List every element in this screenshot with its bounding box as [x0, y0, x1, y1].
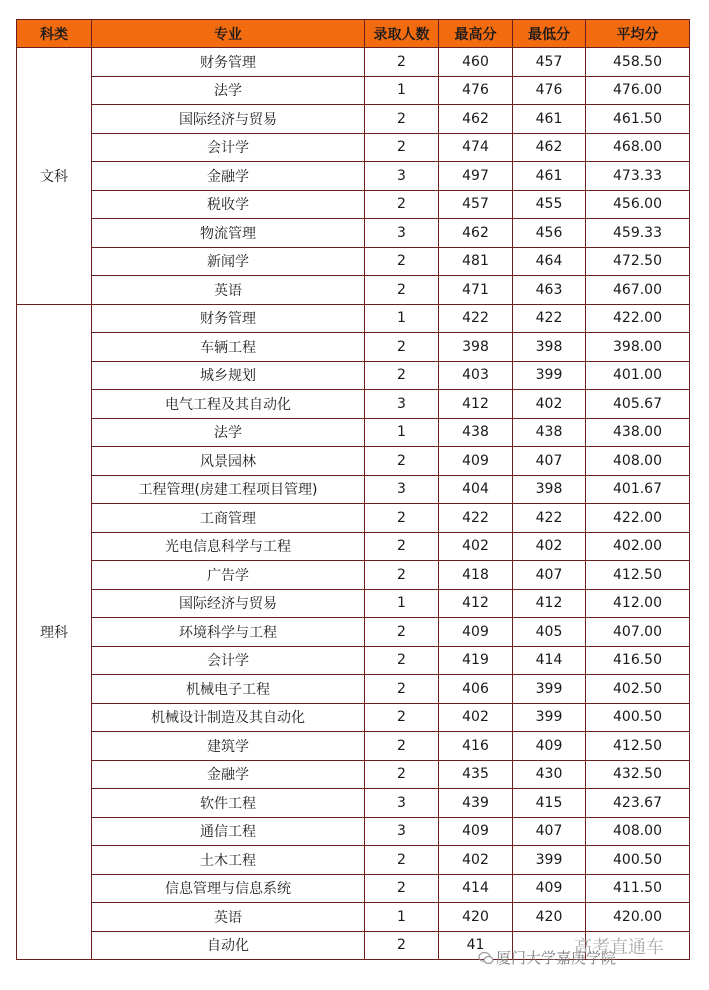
min-score-cell: 399 — [513, 703, 586, 732]
max-score-cell: 403 — [439, 361, 513, 390]
admitted-count-cell: 2 — [365, 532, 439, 561]
min-score-cell: 438 — [513, 418, 586, 447]
max-score-cell: 416 — [439, 732, 513, 761]
admitted-count-cell: 1 — [365, 304, 439, 333]
min-score-cell: 407 — [513, 447, 586, 476]
max-score-cell: 420 — [439, 903, 513, 932]
major-cell: 土木工程 — [92, 846, 365, 875]
min-score-cell: 398 — [513, 475, 586, 504]
max-score-cell: 497 — [439, 162, 513, 191]
max-score-cell: 474 — [439, 133, 513, 162]
table-row — [17, 276, 690, 305]
admitted-count-cell: 2 — [365, 675, 439, 704]
max-score-cell: 476 — [439, 76, 513, 105]
admitted-count-cell: 3 — [365, 817, 439, 846]
table-body — [17, 48, 690, 960]
max-score-cell: 398 — [439, 333, 513, 362]
avg-score-cell: 438.00 — [586, 418, 690, 447]
min-score-cell — [513, 931, 586, 960]
admitted-count-cell: 2 — [365, 931, 439, 960]
major-cell: 机械设计制造及其自动化 — [92, 703, 365, 732]
major-cell: 法学 — [92, 418, 365, 447]
header-category: 科类 — [17, 20, 92, 48]
max-score-cell: 409 — [439, 447, 513, 476]
max-score-cell: 418 — [439, 561, 513, 590]
max-score-cell: 406 — [439, 675, 513, 704]
avg-score-cell: 458.50 — [586, 48, 690, 77]
admitted-count-cell: 3 — [365, 475, 439, 504]
min-score-cell: 456 — [513, 219, 586, 248]
admitted-count-cell: 1 — [365, 903, 439, 932]
table-row — [17, 532, 690, 561]
table-row — [17, 361, 690, 390]
avg-score-cell: 468.00 — [586, 133, 690, 162]
avg-score-cell — [586, 931, 690, 960]
major-cell: 机械电子工程 — [92, 675, 365, 704]
admitted-count-cell: 2 — [365, 504, 439, 533]
header-max-score: 最高分 — [439, 20, 513, 48]
min-score-cell: 422 — [513, 504, 586, 533]
avg-score-cell: 412.50 — [586, 561, 690, 590]
major-cell: 法学 — [92, 76, 365, 105]
avg-score-cell: 398.00 — [586, 333, 690, 362]
min-score-cell: 461 — [513, 105, 586, 134]
major-cell: 通信工程 — [92, 817, 365, 846]
min-score-cell: 476 — [513, 76, 586, 105]
avg-score-cell: 402.00 — [586, 532, 690, 561]
major-cell: 财务管理 — [92, 304, 365, 333]
avg-score-cell: 456.00 — [586, 190, 690, 219]
table-row — [17, 162, 690, 191]
admitted-count-cell: 2 — [365, 874, 439, 903]
min-score-cell: 409 — [513, 732, 586, 761]
table-row — [17, 48, 690, 77]
admitted-count-cell: 2 — [365, 247, 439, 276]
min-score-cell: 415 — [513, 789, 586, 818]
max-score-cell: 404 — [439, 475, 513, 504]
header-admitted-count: 录取人数 — [365, 20, 439, 48]
min-score-cell: 412 — [513, 589, 586, 618]
admitted-count-cell: 3 — [365, 789, 439, 818]
admitted-count-cell: 3 — [365, 219, 439, 248]
major-cell: 英语 — [92, 903, 365, 932]
admitted-count-cell: 2 — [365, 846, 439, 875]
admitted-count-cell: 3 — [365, 162, 439, 191]
table-row — [17, 618, 690, 647]
table-row — [17, 817, 690, 846]
major-cell: 英语 — [92, 276, 365, 305]
avg-score-cell: 412.00 — [586, 589, 690, 618]
admitted-count-cell: 2 — [365, 133, 439, 162]
table-row — [17, 646, 690, 675]
table-row — [17, 589, 690, 618]
max-score-cell: 471 — [439, 276, 513, 305]
major-cell: 建筑学 — [92, 732, 365, 761]
admitted-count-cell: 2 — [365, 447, 439, 476]
min-score-cell: 407 — [513, 561, 586, 590]
admitted-count-cell: 2 — [365, 561, 439, 590]
major-cell: 光电信息科学与工程 — [92, 532, 365, 561]
max-score-cell: 438 — [439, 418, 513, 447]
watermark-school-name: 厦门大学嘉庚学院 — [496, 949, 617, 967]
header-min-score: 最低分 — [513, 20, 586, 48]
admitted-count-cell: 3 — [365, 390, 439, 419]
table-row — [17, 304, 690, 333]
admitted-count-cell: 2 — [365, 190, 439, 219]
table-row — [17, 675, 690, 704]
admitted-count-cell: 2 — [365, 760, 439, 789]
max-score-cell: 422 — [439, 304, 513, 333]
major-cell: 电气工程及其自动化 — [92, 390, 365, 419]
major-cell: 金融学 — [92, 162, 365, 191]
min-score-cell: 455 — [513, 190, 586, 219]
table-row — [17, 219, 690, 248]
min-score-cell: 399 — [513, 361, 586, 390]
max-score-cell: 409 — [439, 618, 513, 647]
header-avg-score: 平均分 — [586, 20, 690, 48]
max-score-cell: 409 — [439, 817, 513, 846]
avg-score-cell: 423.67 — [586, 789, 690, 818]
major-cell: 物流管理 — [92, 219, 365, 248]
avg-score-cell: 400.50 — [586, 703, 690, 732]
min-score-cell: 414 — [513, 646, 586, 675]
admitted-count-cell: 2 — [365, 646, 439, 675]
major-cell: 环境科学与工程 — [92, 618, 365, 647]
avg-score-cell: 408.00 — [586, 817, 690, 846]
max-score-cell: 412 — [439, 589, 513, 618]
min-score-cell: 407 — [513, 817, 586, 846]
min-score-cell: 430 — [513, 760, 586, 789]
major-cell: 会计学 — [92, 646, 365, 675]
max-score-cell: 402 — [439, 532, 513, 561]
avg-score-cell: 412.50 — [586, 732, 690, 761]
table-row — [17, 874, 690, 903]
table-row — [17, 789, 690, 818]
table-row — [17, 903, 690, 932]
min-score-cell: 457 — [513, 48, 586, 77]
admitted-count-cell: 2 — [365, 618, 439, 647]
major-cell: 国际经济与贸易 — [92, 589, 365, 618]
admitted-count-cell: 2 — [365, 361, 439, 390]
table-row — [17, 418, 690, 447]
avg-score-cell: 400.50 — [586, 846, 690, 875]
avg-score-cell: 402.50 — [586, 675, 690, 704]
table-row — [17, 732, 690, 761]
table-row — [17, 105, 690, 134]
header-major: 专业 — [92, 20, 365, 48]
admitted-count-cell: 2 — [365, 703, 439, 732]
avg-score-cell: 416.50 — [586, 646, 690, 675]
avg-score-cell: 472.50 — [586, 247, 690, 276]
major-cell: 国际经济与贸易 — [92, 105, 365, 134]
max-score-cell: 402 — [439, 846, 513, 875]
max-score-cell: 435 — [439, 760, 513, 789]
header-row — [17, 20, 690, 48]
major-cell: 税收学 — [92, 190, 365, 219]
avg-score-cell: 405.67 — [586, 390, 690, 419]
max-score-cell: 462 — [439, 219, 513, 248]
avg-score-cell: 461.50 — [586, 105, 690, 134]
max-score-cell: 422 — [439, 504, 513, 533]
major-cell: 城乡规划 — [92, 361, 365, 390]
table-row — [17, 390, 690, 419]
avg-score-cell: 422.00 — [586, 304, 690, 333]
max-score-cell: 481 — [439, 247, 513, 276]
admission-score-table — [16, 19, 690, 960]
admitted-count-cell: 2 — [365, 732, 439, 761]
table-row — [17, 475, 690, 504]
table-row — [17, 561, 690, 590]
major-cell: 软件工程 — [92, 789, 365, 818]
min-score-cell: 464 — [513, 247, 586, 276]
min-score-cell: 402 — [513, 390, 586, 419]
table-row — [17, 931, 690, 960]
max-score-cell: 414 — [439, 874, 513, 903]
avg-score-cell: 401.00 — [586, 361, 690, 390]
table-row — [17, 447, 690, 476]
min-score-cell: 422 — [513, 304, 586, 333]
table-row — [17, 133, 690, 162]
table-row — [17, 247, 690, 276]
avg-score-cell: 422.00 — [586, 504, 690, 533]
avg-score-cell: 408.00 — [586, 447, 690, 476]
min-score-cell: 399 — [513, 846, 586, 875]
min-score-cell: 402 — [513, 532, 586, 561]
major-cell: 自动化 — [92, 931, 365, 960]
avg-score-cell: 476.00 — [586, 76, 690, 105]
admitted-count-cell: 2 — [365, 48, 439, 77]
admitted-count-cell: 1 — [365, 418, 439, 447]
min-score-cell: 405 — [513, 618, 586, 647]
table-row — [17, 846, 690, 875]
max-score-cell: 462 — [439, 105, 513, 134]
table-row — [17, 76, 690, 105]
avg-score-cell: 459.33 — [586, 219, 690, 248]
max-score-cell: 412 — [439, 390, 513, 419]
major-cell: 会计学 — [92, 133, 365, 162]
table-row — [17, 333, 690, 362]
major-cell: 工程管理(房建工程项目管理) — [92, 475, 365, 504]
min-score-cell: 398 — [513, 333, 586, 362]
max-score-cell: 41 — [439, 931, 513, 960]
admitted-count-cell: 1 — [365, 76, 439, 105]
major-cell: 信息管理与信息系统 — [92, 874, 365, 903]
max-score-cell: 460 — [439, 48, 513, 77]
admitted-count-cell: 1 — [365, 589, 439, 618]
avg-score-cell: 432.50 — [586, 760, 690, 789]
major-cell: 金融学 — [92, 760, 365, 789]
category-cell: 文科 — [17, 48, 92, 305]
max-score-cell: 419 — [439, 646, 513, 675]
min-score-cell: 463 — [513, 276, 586, 305]
major-cell: 财务管理 — [92, 48, 365, 77]
max-score-cell: 402 — [439, 703, 513, 732]
avg-score-cell: 467.00 — [586, 276, 690, 305]
table-row — [17, 760, 690, 789]
avg-score-cell: 401.67 — [586, 475, 690, 504]
min-score-cell: 461 — [513, 162, 586, 191]
major-cell: 新闻学 — [92, 247, 365, 276]
category-cell: 理科 — [17, 304, 92, 960]
admitted-count-cell: 2 — [365, 276, 439, 305]
min-score-cell: 420 — [513, 903, 586, 932]
table-row — [17, 190, 690, 219]
major-cell: 工商管理 — [92, 504, 365, 533]
table-row — [17, 703, 690, 732]
avg-score-cell: 411.50 — [586, 874, 690, 903]
min-score-cell: 399 — [513, 675, 586, 704]
watermark-channel-name: 高考直通车 — [574, 937, 664, 958]
avg-score-cell: 420.00 — [586, 903, 690, 932]
max-score-cell: 457 — [439, 190, 513, 219]
avg-score-cell: 473.33 — [586, 162, 690, 191]
avg-score-cell: 407.00 — [586, 618, 690, 647]
admitted-count-cell: 2 — [365, 105, 439, 134]
major-cell: 车辆工程 — [92, 333, 365, 362]
max-score-cell: 439 — [439, 789, 513, 818]
admitted-count-cell: 2 — [365, 333, 439, 362]
table-row — [17, 504, 690, 533]
major-cell: 广告学 — [92, 561, 365, 590]
major-cell: 风景园林 — [92, 447, 365, 476]
min-score-cell: 409 — [513, 874, 586, 903]
min-score-cell: 462 — [513, 133, 586, 162]
